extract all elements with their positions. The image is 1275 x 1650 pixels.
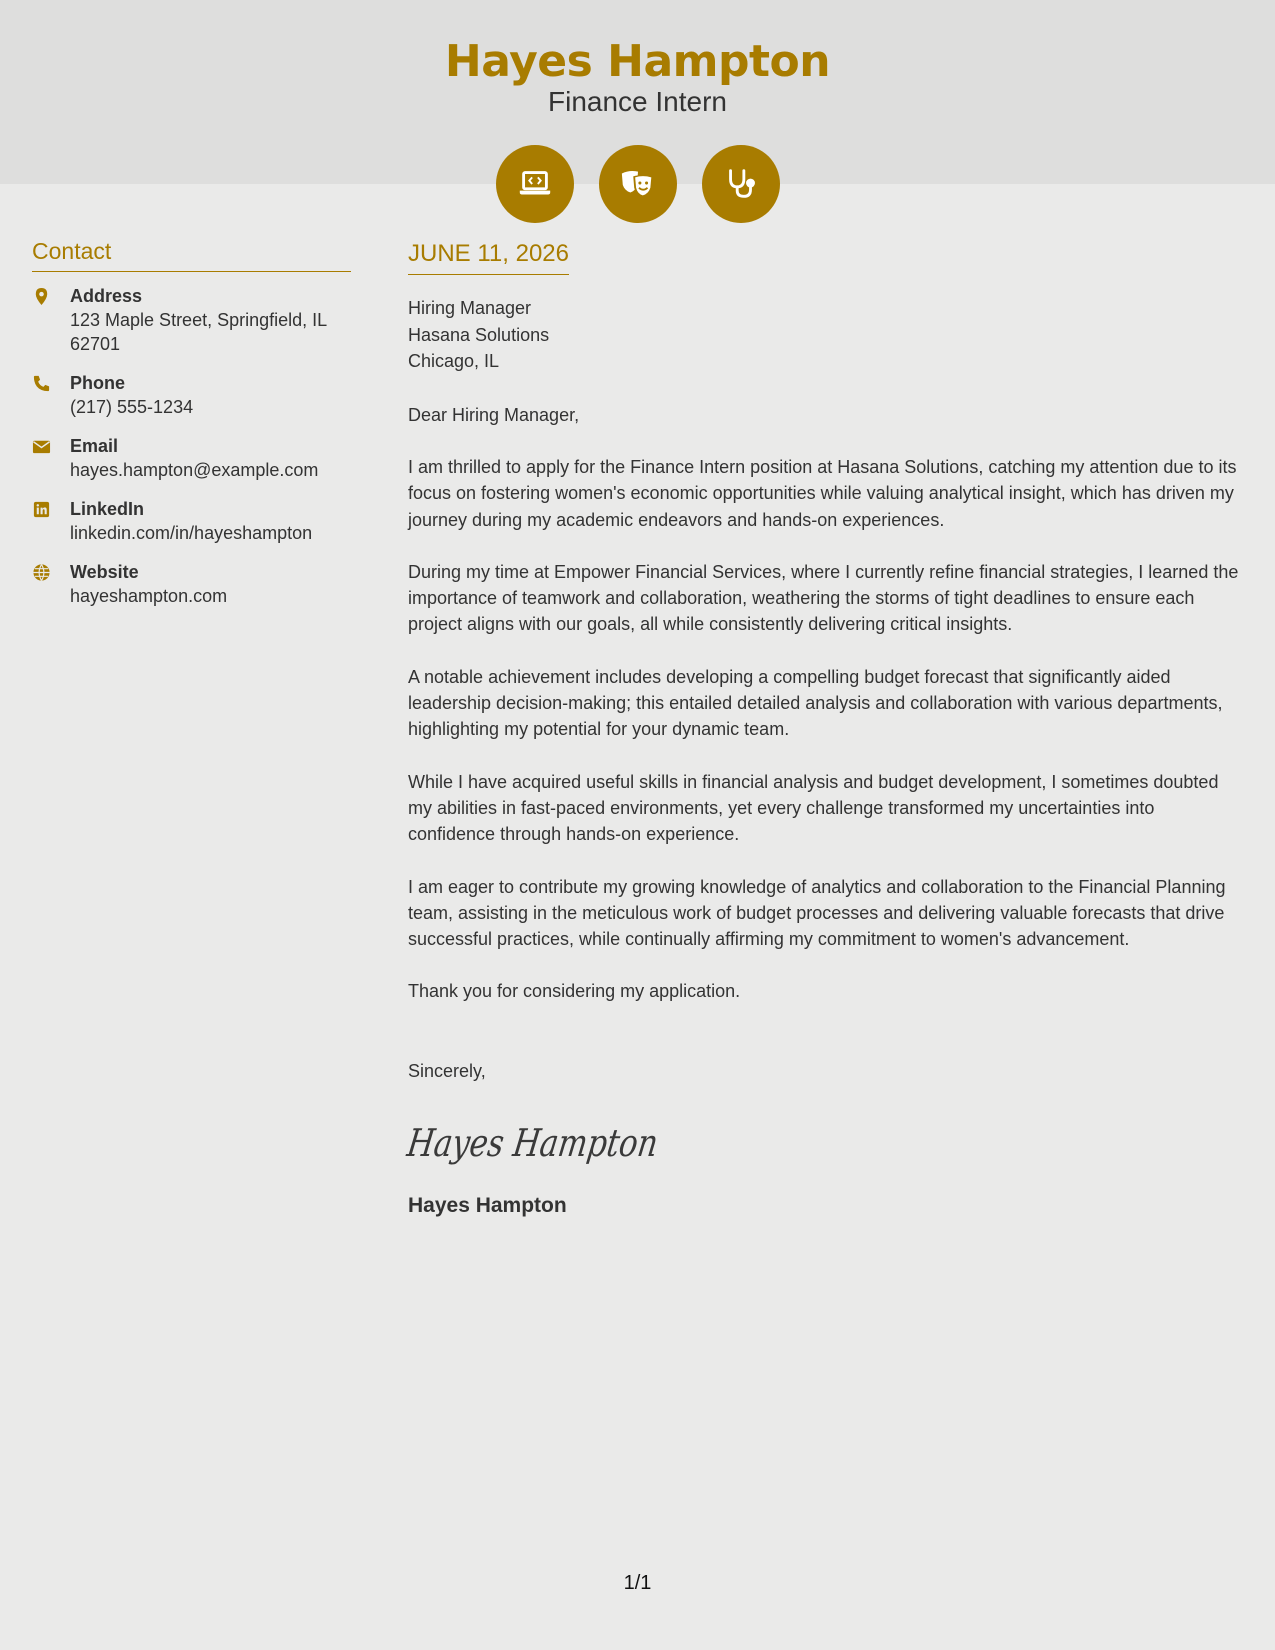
contact-website [32, 560, 351, 608]
map-pin-icon [32, 284, 70, 356]
theater-masks-icon [599, 145, 677, 223]
salutation: Dear Hiring Manager, [408, 404, 580, 425]
recipient-block [408, 295, 1244, 375]
paragraph: I am eager to contribute my growing knowledge of analytics and collaboration to the Financial Planning team, assisting in the meticulous work of budget processes and delivering valuable forecasts that drive successful practices, while continually affirming my commitment to women's advancement. [408, 876, 1226, 950]
recipient-line: Hasana Solutions [408, 324, 550, 345]
contact-label: Website [70, 562, 139, 582]
envelope-icon [32, 434, 70, 482]
paragraph: Thank you for considering my application. [408, 981, 741, 1002]
interest-icons [0, 145, 1275, 223]
laptop-code-icon [496, 145, 574, 223]
paragraph: A notable achievement includes developing a compelling budget forecast that significantly aided leadership decision-making; this entailed detailed analysis and collaboration with various departments, highlighting my potential for your dynamic team. [408, 666, 1223, 740]
contact-value: hayes.hampton@example.com [70, 460, 319, 480]
paragraph: I am thrilled to apply for the Finance Intern position at Hasana Solutions, catching my attention due to its focus on fostering women's economic opportunities while valuing analytical insight, which has driven my journey during my academic endeavors and hands-on experiences. [408, 457, 1237, 530]
svg-text:Hayes Hampton: Hayes Hampton [404, 1121, 721, 1166]
contact-heading: Contact [32, 238, 351, 272]
paragraph: During my time at Empower Financial Services, where I currently refine financial strategies, I learned the importance of teamwork and collaboration, weathering the storms of tight deadlines to ensure each project aligns with our goals, all while consistently delivering critical insights. [408, 561, 1239, 635]
contact-sidebar [32, 238, 351, 623]
linkedin-icon [32, 497, 70, 545]
contact-linkedin [32, 497, 351, 545]
stethoscope-icon [702, 145, 780, 223]
globe-icon [32, 560, 70, 608]
contact-label: LinkedIn [70, 499, 145, 519]
letter-body [404, 240, 1244, 1218]
applicant-role: Finance Intern [548, 86, 727, 117]
contact-list [32, 284, 351, 608]
contact-address [32, 284, 351, 356]
recipient-line: Hiring Manager [408, 298, 532, 318]
contact-phone [32, 371, 351, 419]
signer-name: Hayes Hampton [408, 1193, 567, 1217]
contact-label: Phone [70, 373, 126, 393]
contact-email [32, 434, 351, 482]
page-number: 1/1 [623, 1572, 652, 1594]
paragraph: While I have acquired useful skills in financial analysis and budget development, I sometimes doubted my abilities in fast-paced environments, yet every challenge transformed my uncertainties into confidence through hands-on experience. [408, 771, 1219, 845]
letter-date: JUNE 11, 2026 [408, 240, 569, 275]
contact-label: Address [70, 286, 143, 306]
contact-label: Email [70, 436, 119, 456]
contact-value: hayeshampton.com [70, 586, 228, 606]
contact-value: 123 Maple Street, Springfield, IL 62701 [70, 310, 327, 354]
closing: Sincerely, [408, 1060, 486, 1081]
recipient-line: Chicago, IL [408, 351, 500, 371]
contact-value: (217) 555-1234 [70, 397, 194, 417]
signature-image [404, 1112, 1244, 1172]
contact-value: linkedin.com/in/hayeshampton [70, 523, 313, 543]
phone-icon [32, 371, 70, 419]
applicant-name: Hayes Hampton [444, 36, 831, 87]
